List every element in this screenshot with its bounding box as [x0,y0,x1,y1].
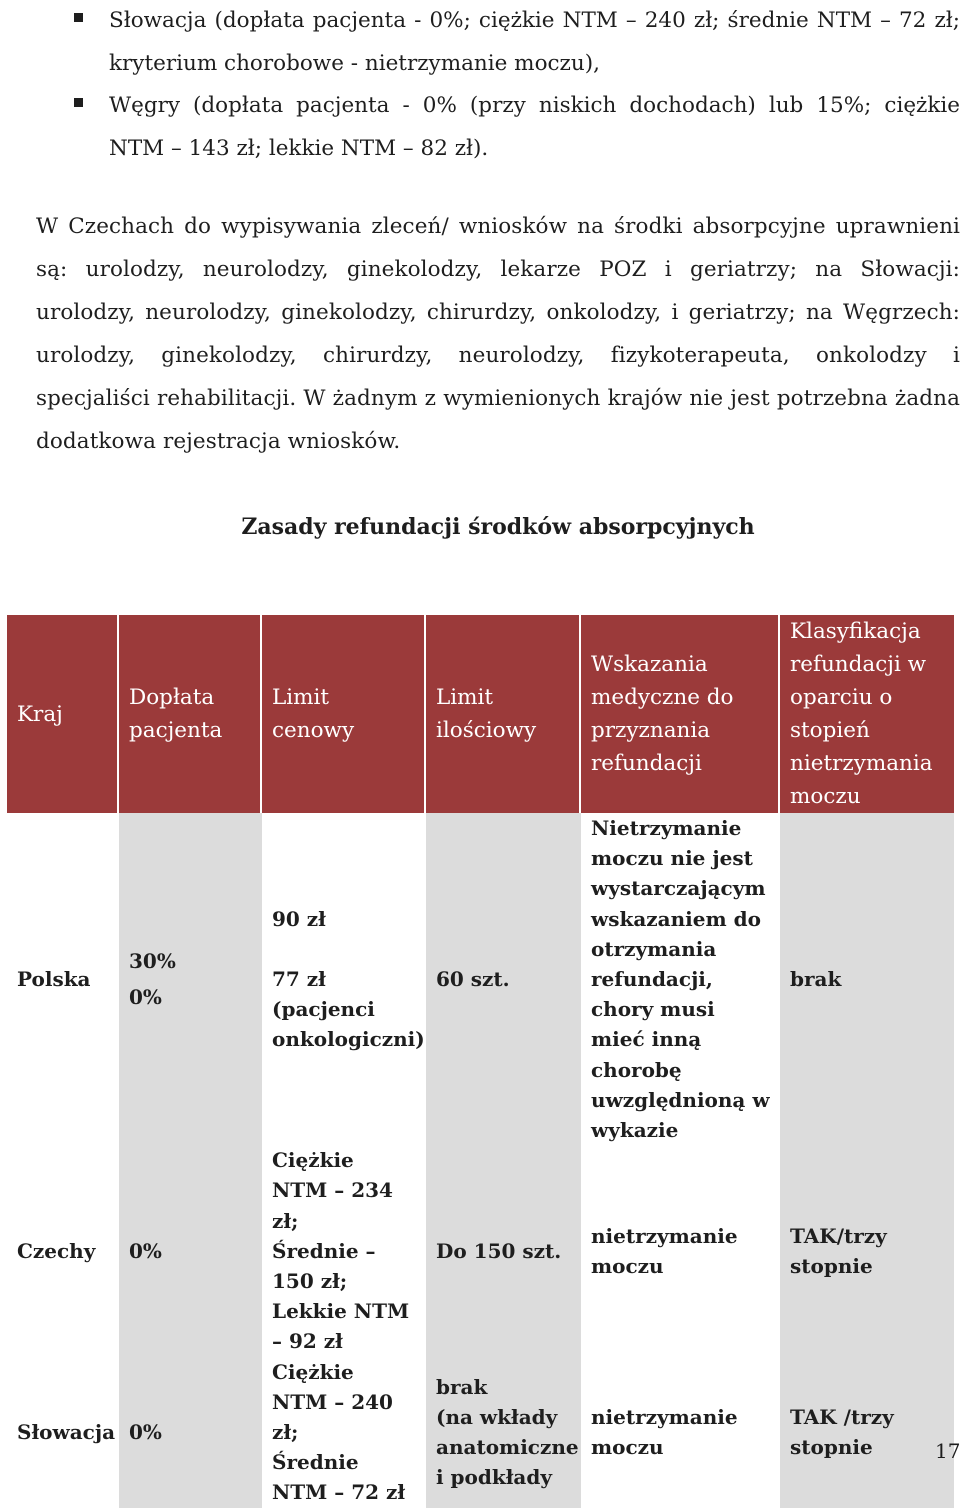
cell-klasyfikacja: TAK/trzy stopnie [780,1145,954,1356]
cell-doplata [119,813,262,1145]
table-title: Zasady refundacji środków absorpcyjnych [241,514,755,540]
header-klasyfikacja: Klasyfikacja refundacji w oparciu o stopień nietrzymania moczu [780,615,954,813]
cell-doplata: 0% [119,1145,262,1356]
header-wskazania: Wskazania medyczne do przyznania refundacji [581,615,780,813]
cell-value: Lekkie NTM – 92 zł [272,1299,410,1354]
cell-kraj: Polska [7,813,119,1145]
cell-value: 0% [129,985,162,1010]
cell-value: 30% [129,948,176,973]
square-bullet-icon [74,98,83,107]
header-kraj: Kraj [7,615,119,813]
cell-limit-cenowy [262,1357,426,1508]
table-row [7,1145,954,1356]
header-limit-cenowy: Limit cenowy [262,615,426,813]
cell-klasyfikacja: brak [780,813,954,1145]
table-row [7,813,954,1145]
table-row [7,1357,954,1508]
cell-kraj: Słowacja [7,1357,119,1508]
cell-kraj: Czechy [7,1145,119,1356]
cell-wskazania: nietrzymanie moczu [581,1357,780,1508]
table-header-row [7,615,954,813]
cell-klasyfikacja: TAK /trzy stopnie [780,1357,954,1508]
cell-value: (na wkłady anatomiczne i podkłady [436,1404,579,1490]
cell-value: Ciężkie NTM – 240 zł; [272,1359,393,1445]
bullet-text: Słowacja (dopłata pacjenta - 0%; ciężkie NTM – 240 zł; średnie NTM – 72 zł; kryterium chorobowe - nietrzymanie moczu), [109,8,960,76]
cell-value: Średnie NTM – 72 zł [272,1450,406,1505]
cell-limit-cenowy [262,1145,426,1356]
cell-value: Ciężkie NTM – 234 zł; [272,1148,393,1233]
refund-rules-table [7,615,954,1508]
cell-doplata: 0% [119,1357,262,1508]
bullet-list [74,0,960,170]
bullet-item-slovakia [74,0,960,85]
header-doplata: Dopłata pacjenta [119,615,262,813]
cell-limit-ilosciowy: 60 szt. [426,813,581,1145]
cell-value: 90 zł [272,906,326,931]
cell-wskazania: Nietrzymanie moczu nie jest wystarczającym wskazaniem do otrzymania refundacji, chory musi mieć inną chorobę uwzględnioną w wykazie [581,813,780,1145]
bullet-text: Węgry (dopłata pacjenta - 0% (przy niskich dochodach) lub 15%; ciężkie NTM – 143 zł; lekkie NTM – 82 zł). [109,93,960,161]
square-bullet-icon [74,13,83,22]
cell-wskazania: nietrzymanie moczu [581,1145,780,1356]
bullet-item-hungary [74,85,960,170]
cell-limit-ilosciowy [426,1357,581,1508]
cell-value: 77 zł (pacjenci onkologiczni) [272,966,425,1052]
cell-limit-ilosciowy: Do 150 szt. [426,1145,581,1356]
header-limit-ilosciowy: Limit ilościowy [426,615,581,813]
body-paragraph: W Czechach do wypisywania zleceń/ wniosków na środki absorpcyjne uprawnieni są: urolodzy, neurolodzy, ginekolodzy, lekarze POZ i geriatrzy; na Słowacji: urolodzy, neurolodzy, ginekolodzy, chirurdzy, onkolodzy, i geriatrzy; na Węgrzech: urolodzy, ginekolodzy, chirurdzy, neurolodzy, fizykoterapeuta, onkolodzy i specjaliści rehabilitacji. W żadnym z wymienionych krajów nie jest potrzebna żadna dodatkowa rejestracja wniosków. [36,214,960,454]
cell-value: brak [436,1374,488,1399]
page-number: 17 [935,1439,960,1463]
cell-limit-cenowy [262,813,426,1145]
cell-value: Średnie – 150 zł; [272,1238,376,1294]
